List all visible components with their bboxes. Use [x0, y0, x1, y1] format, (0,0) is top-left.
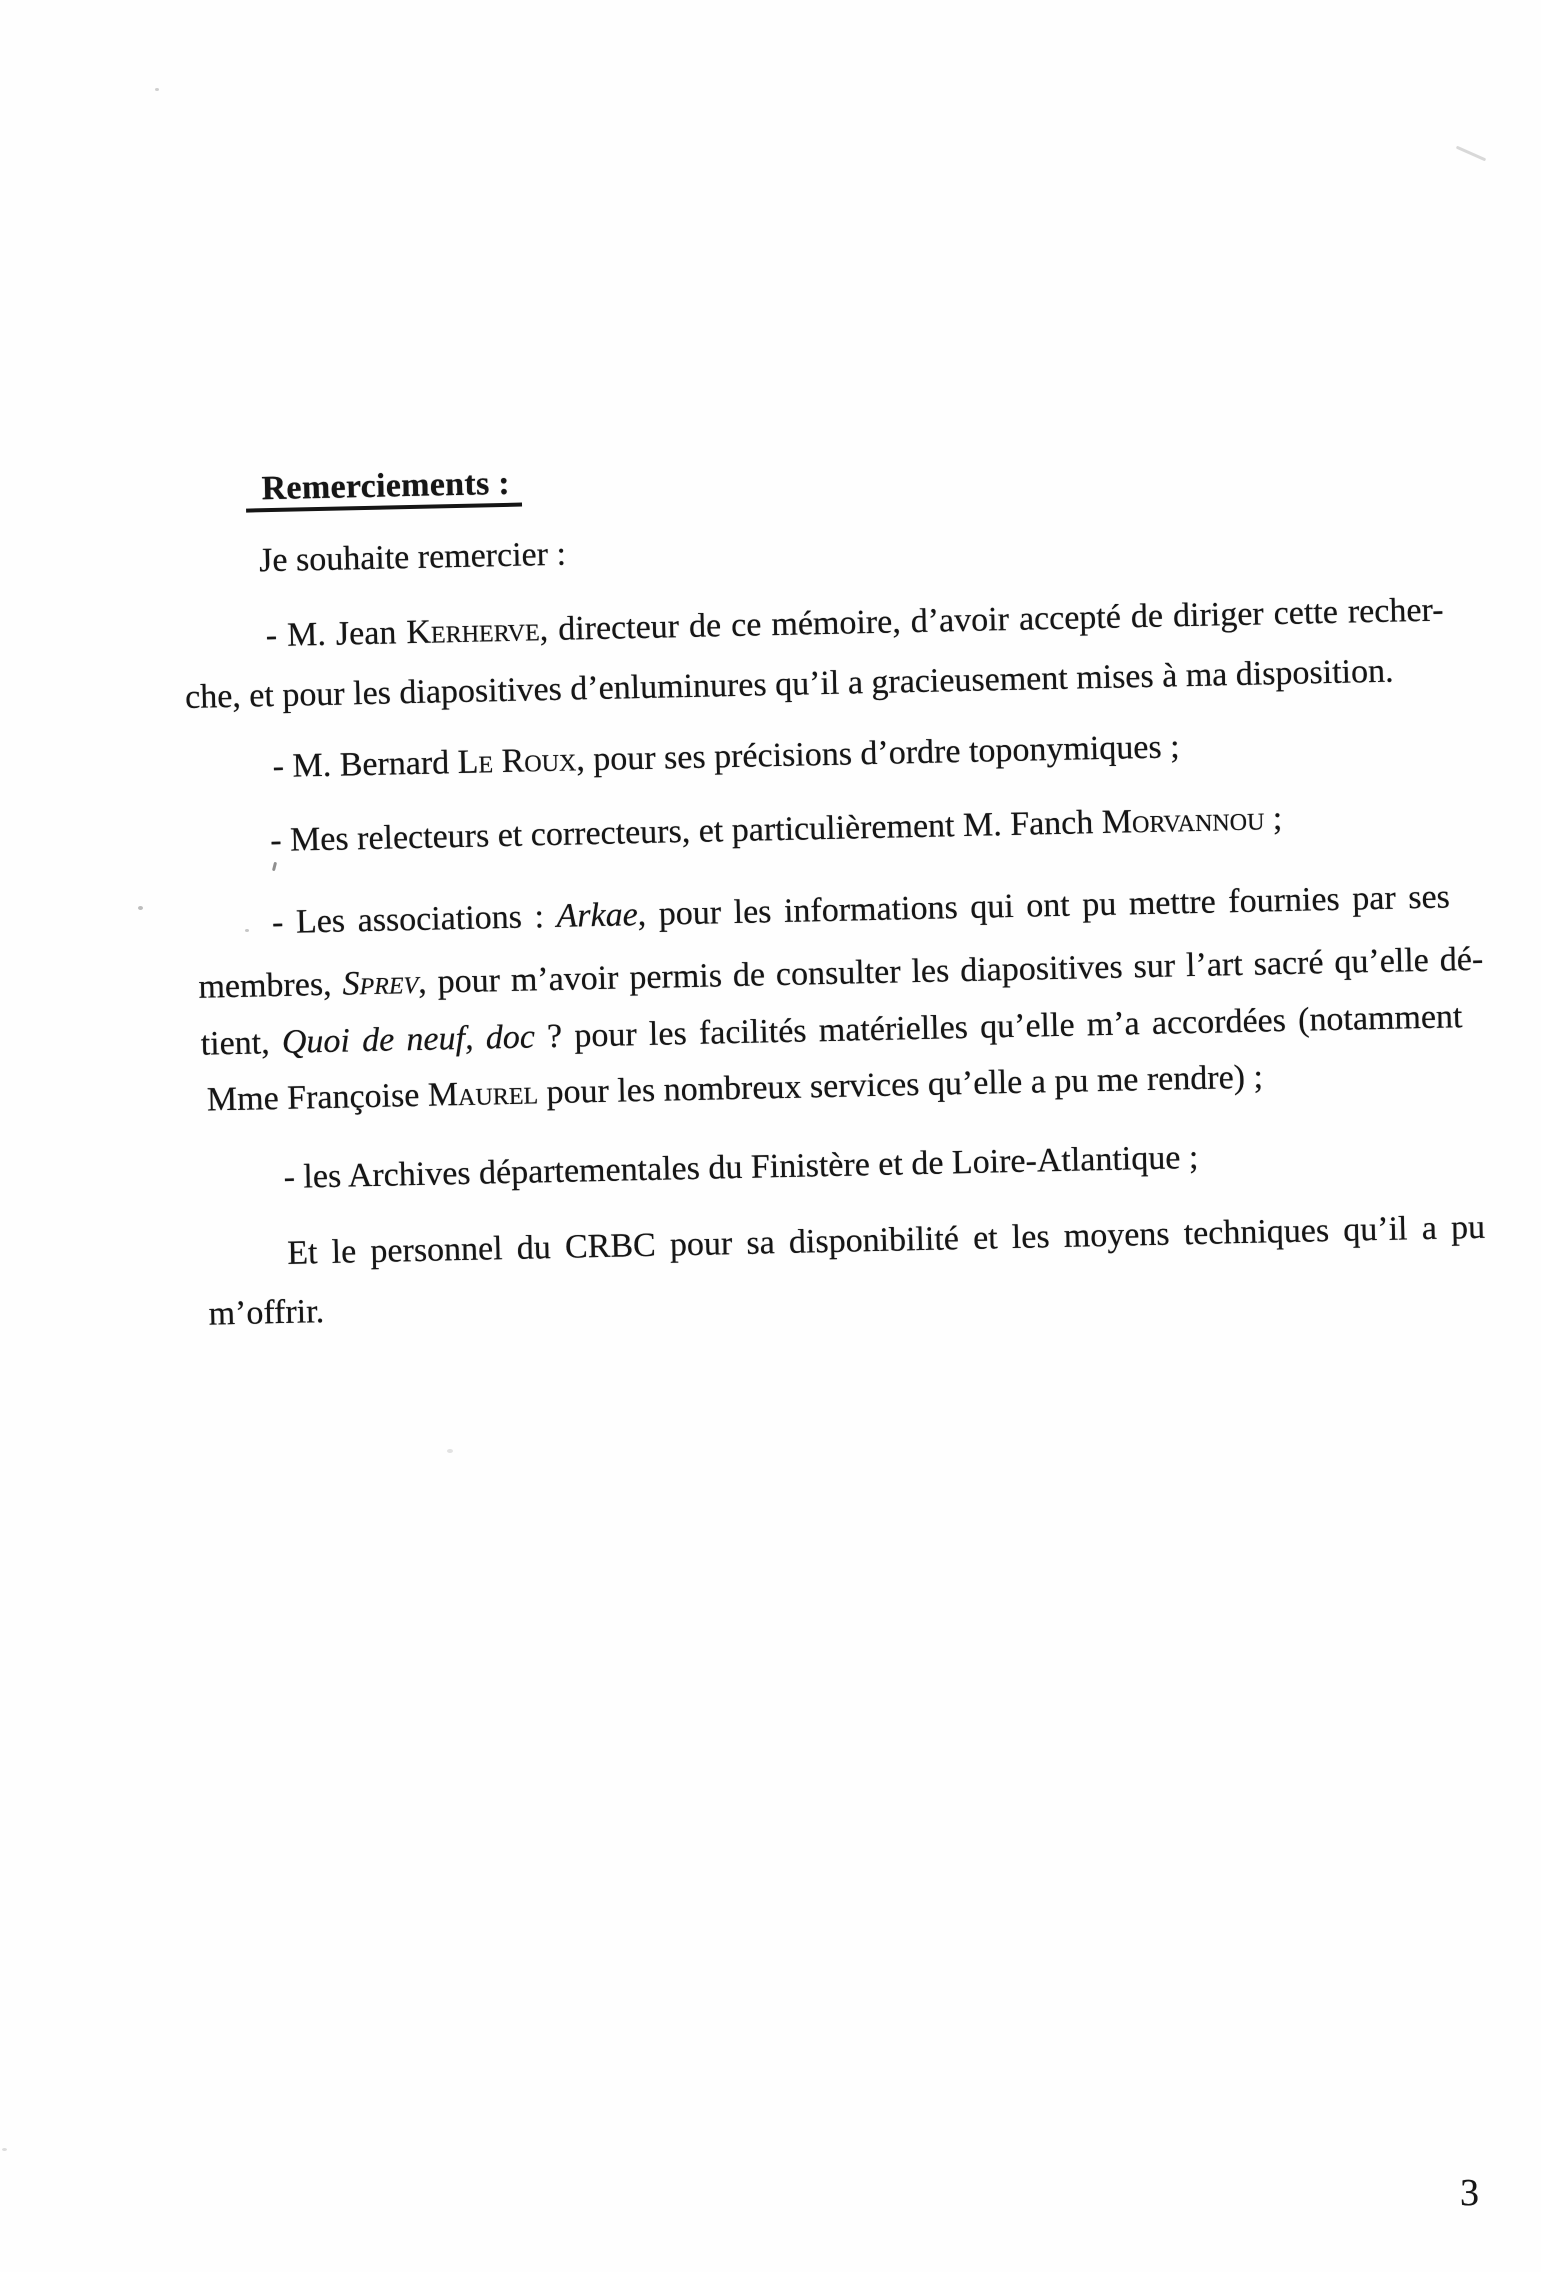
text-line: m’offrir. [208, 1293, 325, 1333]
text-line: membres, Sprev, pour m’avoir permis de consulter les diapositives sur l’art sacré qu’elle dé- [198, 940, 1484, 1006]
scan-artifact [447, 1449, 453, 1453]
text-line: Et le personnel du CRBC pour sa disponibilité et les moyens techniques qu’il a pu [286, 1208, 1486, 1272]
scan-artifact [155, 88, 159, 91]
text-line: - Les associations : Arkae, pour les informations qui ont pu mettre fournies par ses [271, 878, 1451, 942]
scan-artifact [138, 906, 143, 910]
text-line: - Mes relecteurs et correcteurs, et particulièrement M. Fanch Morvannou ; [269, 800, 1283, 860]
text-line: - M. Bernard Le Roux, pour ses précisions d’ordre toponymiques ; [272, 728, 1180, 786]
page-number: 3 [1460, 2172, 1479, 2214]
text-line: tient, Quoi de neuf, doc ? pour les facilités matérielles qu’elle m’a accordées (notamment [200, 998, 1463, 1063]
text-line: Je souhaite remercier : [258, 535, 567, 580]
text-line: che, et pour les diapositives d’enluminures qu’il a gracieusement mises à ma disposition. [184, 652, 1394, 716]
text-block [175, 442, 1504, 1370]
text-line: Mme Françoise Maurel pour les nombreux services qu’elle a pu me rendre) ; [206, 1058, 1264, 1119]
scan-artifact [1456, 146, 1486, 162]
text-line: - les Archives départementales du Finistère et de Loire-Atlantique ; [283, 1138, 1199, 1196]
scan-artifact [2, 2148, 7, 2151]
section-heading: Remerciements : [245, 465, 522, 513]
text-line: - M. Jean Kerherve, directeur de ce mémoire, d’avoir accepté de diriger cette recher- [265, 591, 1444, 655]
